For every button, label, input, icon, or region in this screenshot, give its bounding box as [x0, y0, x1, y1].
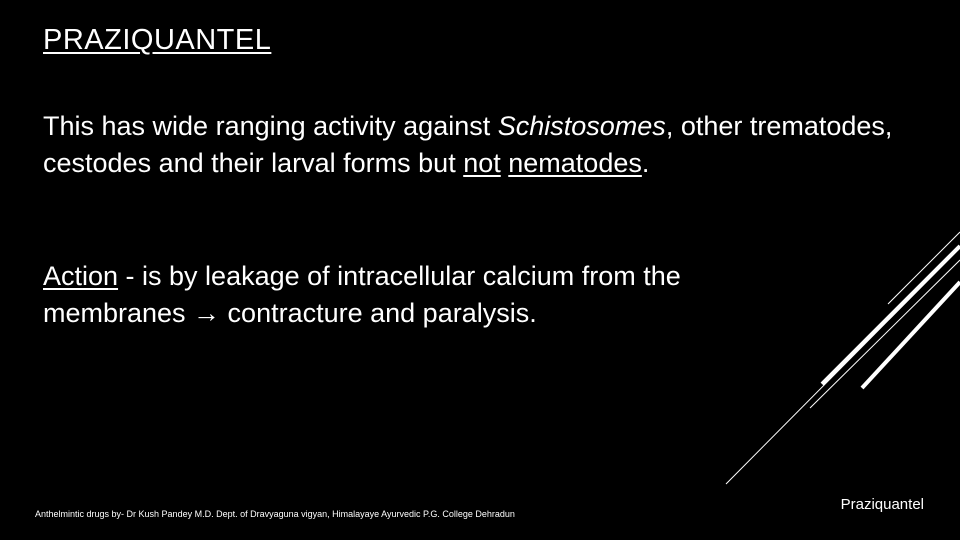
action-label: Action — [43, 261, 119, 291]
schistosomes-text: Schistosomes — [497, 111, 666, 141]
footer-credit: Anthelmintic drugs by- Dr Kush Pandey M.D. Dept. of Dravyaguna vigyan, Himalayaye Ayurvedic P.G. College Dehradun — [35, 509, 515, 519]
deco-line-3 — [810, 260, 960, 408]
action-text-line1: - is by leakage of intracellular calcium from the — [118, 261, 681, 291]
deco-line-2 — [822, 246, 960, 384]
not-text: not — [463, 148, 501, 178]
deco-line-5 — [726, 248, 960, 484]
description-text-2: , other trematodes, cestodes and their larval forms but — [43, 111, 893, 178]
description-text-1: This has wide ranging activity against — [43, 111, 498, 141]
nematodes-text: nematodes — [508, 148, 642, 178]
slide-title: PRAZIQUANTEL — [43, 24, 272, 56]
action-text-line2: membranes → contracture and paralysis. — [43, 298, 537, 328]
description-text-4: . — [641, 148, 650, 178]
slide-label: Praziquantel — [840, 496, 924, 513]
